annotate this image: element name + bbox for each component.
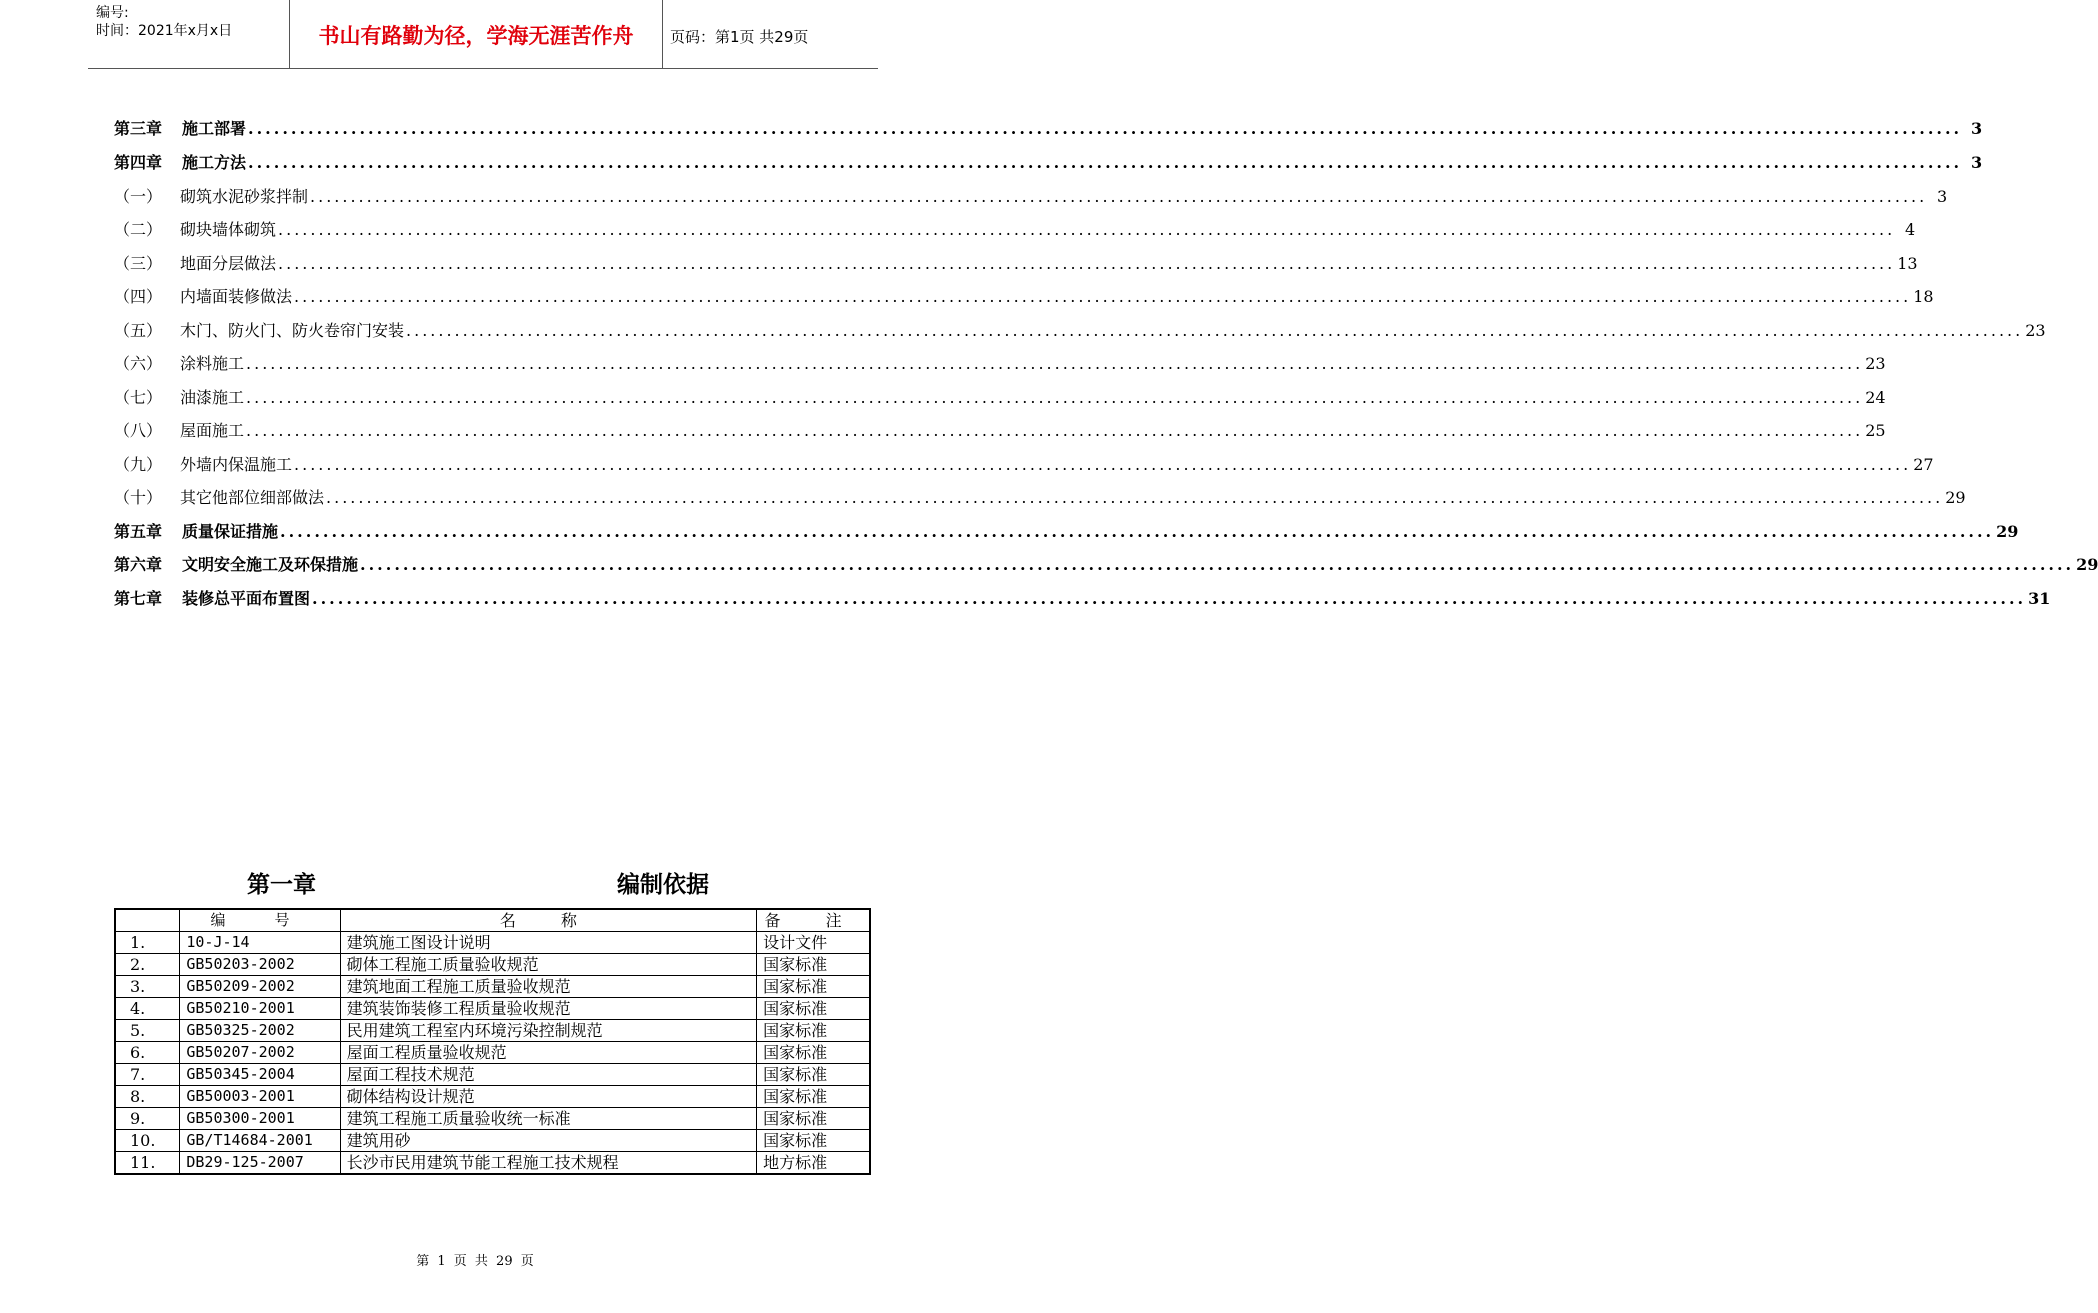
toc-leader-dots: ........................................................................................................................................................................................................ bbox=[406, 321, 2024, 340]
column-header-name: 名 称 bbox=[340, 909, 756, 932]
toc-leader-dots: ........................................................................................................................................................................................................ bbox=[360, 555, 2075, 574]
standard-name: 砌体工程施工质量验收规范 bbox=[340, 954, 756, 976]
table-row bbox=[115, 1086, 870, 1108]
toc-entry-page: 25 bbox=[1865, 421, 1886, 440]
column-header-index bbox=[115, 909, 180, 932]
table-row bbox=[115, 1108, 870, 1130]
toc-entry-title: 施工方法 bbox=[182, 153, 247, 172]
standard-code: 10-J-14 bbox=[180, 932, 340, 954]
standard-name: 砌体结构设计规范 bbox=[340, 1086, 756, 1108]
table-row bbox=[115, 1020, 870, 1042]
row-index: 2. bbox=[115, 954, 180, 976]
toc-entry-label bbox=[114, 487, 324, 509]
toc-leader-dots: ........................................................................................................................................................................................................ bbox=[310, 187, 1928, 206]
toc-entry[interactable] bbox=[114, 452, 1934, 476]
toc-entry[interactable] bbox=[114, 318, 2046, 342]
toc-entry-page: 23 bbox=[1865, 354, 1886, 373]
column-header-code: 编 号 bbox=[180, 909, 340, 932]
standard-remark: 国家标准 bbox=[757, 976, 870, 998]
toc-entry-number: 第六章 bbox=[114, 555, 163, 574]
chapter-number: 第一章 bbox=[247, 872, 316, 898]
toc-leader-dots: ........................................................................................................................................................................................................ bbox=[278, 220, 1896, 239]
toc-leader-dots: ........................................................................................................................................................................................................ bbox=[278, 254, 1896, 273]
column-header-remark: 备 注 bbox=[757, 909, 870, 932]
header-page-info: 页码：第1页 共29页 bbox=[670, 28, 809, 46]
page-header bbox=[88, 0, 878, 69]
toc-entry-page: 23 bbox=[2025, 321, 2046, 340]
toc-leader-dots: ........................................................................................................................................................................................................ bbox=[246, 388, 1864, 407]
toc-entry-number: 第七章 bbox=[114, 589, 163, 608]
row-index: 8. bbox=[115, 1086, 180, 1108]
toc-entry-number: （十） bbox=[114, 488, 163, 507]
toc-entry[interactable] bbox=[114, 586, 2051, 610]
standard-code: DB29-125-2007 bbox=[180, 1152, 340, 1175]
page-footer: 第 1 页 共 29 页 bbox=[416, 1254, 534, 1269]
toc-entry-page: 18 bbox=[1913, 287, 1934, 306]
toc-entry-label bbox=[114, 186, 308, 208]
standard-remark: 国家标准 bbox=[757, 1064, 870, 1086]
table-row bbox=[115, 998, 870, 1020]
toc-leader-dots: ........................................................................................................................................................................................................ bbox=[280, 522, 1995, 541]
standard-remark: 国家标准 bbox=[757, 954, 870, 976]
standard-name: 长沙市民用建筑节能工程施工技术规程 bbox=[340, 1152, 756, 1175]
standard-code: GB50300-2001 bbox=[180, 1108, 340, 1130]
toc-entry-number: 第四章 bbox=[114, 153, 163, 172]
toc-entry-label bbox=[114, 387, 244, 409]
row-index: 4. bbox=[115, 998, 180, 1020]
chapter-title: 编制依据 bbox=[617, 872, 709, 898]
compilation-basis-table bbox=[114, 908, 871, 1175]
toc-leader-dots: ........................................................................................................................................................................................................ bbox=[312, 589, 2027, 608]
standard-name: 民用建筑工程室内环境污染控制规范 bbox=[340, 1020, 756, 1042]
row-index: 7. bbox=[115, 1064, 180, 1086]
toc-entry-page: 4 bbox=[1905, 220, 1916, 239]
standard-code: GB/T14684-2001 bbox=[180, 1130, 340, 1152]
standard-code: GB50003-2001 bbox=[180, 1086, 340, 1108]
toc-entry[interactable] bbox=[114, 150, 1983, 174]
toc-entry[interactable] bbox=[114, 284, 1934, 308]
table-row bbox=[115, 1152, 870, 1175]
row-index: 10. bbox=[115, 1130, 180, 1152]
toc-entry-number: 第五章 bbox=[114, 522, 163, 541]
toc-leader-dots: ........................................................................................................................................................................................................ bbox=[326, 488, 1944, 507]
toc-entry-label bbox=[114, 320, 404, 342]
header-motto: 书山有路勤为径，学海无涯苦作舟 bbox=[318, 23, 634, 48]
toc-entry-page: 29 bbox=[1945, 488, 1966, 507]
table-row bbox=[115, 1064, 870, 1086]
toc-entry-page: 3 bbox=[1970, 153, 1983, 172]
standard-code: GB50207-2002 bbox=[180, 1042, 340, 1064]
standard-remark: 国家标准 bbox=[757, 1108, 870, 1130]
toc-entry-label bbox=[114, 420, 244, 442]
toc-leader-dots: ........................................................................................................................................................................................................ bbox=[294, 287, 1912, 306]
toc-entry-number: 第三章 bbox=[114, 119, 163, 138]
toc-entry-title: 屋面施工 bbox=[180, 421, 245, 440]
standard-remark: 国家标准 bbox=[757, 1130, 870, 1152]
toc-entry-page: 29 bbox=[2076, 555, 2098, 574]
toc-entry-title: 其它他部位细部做法 bbox=[180, 488, 325, 507]
toc-entry[interactable] bbox=[114, 184, 1948, 208]
toc-entry[interactable] bbox=[114, 116, 1983, 140]
toc-entry-label bbox=[114, 253, 276, 275]
header-divider bbox=[662, 0, 663, 68]
row-index: 5. bbox=[115, 1020, 180, 1042]
toc-entry[interactable] bbox=[114, 552, 2098, 576]
standard-remark: 设计文件 bbox=[757, 932, 870, 954]
toc-entry-number: （二） bbox=[114, 220, 163, 239]
standard-code: GB50345-2004 bbox=[180, 1064, 340, 1086]
toc-entry-title: 砌块墙体砌筑 bbox=[180, 220, 277, 239]
toc-entry[interactable] bbox=[114, 251, 1918, 275]
toc-leader-dots: ........................................................................................................................................................................................................ bbox=[248, 153, 1963, 172]
toc-entry-number: （五） bbox=[114, 321, 163, 340]
toc-entry[interactable] bbox=[114, 519, 2019, 543]
toc-entry-page: 27 bbox=[1913, 455, 1934, 474]
toc-entry-title: 文明安全施工及环保措施 bbox=[182, 555, 359, 574]
standard-remark: 国家标准 bbox=[757, 1042, 870, 1064]
toc-entry-page: 3 bbox=[1970, 119, 1983, 138]
toc-entry-label bbox=[114, 554, 358, 576]
standard-name: 建筑装饰装修工程质量验收规范 bbox=[340, 998, 756, 1020]
toc-entry-title: 外墙内保温施工 bbox=[180, 455, 293, 474]
standard-code: GB50210-2001 bbox=[180, 998, 340, 1020]
toc-entry-page: 3 bbox=[1937, 187, 1948, 206]
toc-entry-label bbox=[114, 219, 276, 241]
toc-entry[interactable] bbox=[114, 217, 1916, 241]
toc-entry-number: （七） bbox=[114, 388, 163, 407]
toc-entry-label bbox=[114, 118, 246, 140]
row-index: 11. bbox=[115, 1152, 180, 1175]
toc-entry-page: 29 bbox=[1996, 522, 2019, 541]
toc-entry-title: 施工部署 bbox=[182, 119, 247, 138]
toc-entry-page: 24 bbox=[1865, 388, 1886, 407]
toc-entry-number: （四） bbox=[114, 287, 163, 306]
toc-entry[interactable] bbox=[114, 418, 1886, 442]
row-index: 9. bbox=[115, 1108, 180, 1130]
toc-entry[interactable] bbox=[114, 351, 1886, 375]
row-index: 6. bbox=[115, 1042, 180, 1064]
toc-entry-number: （八） bbox=[114, 421, 163, 440]
toc-entry-page: 13 bbox=[1897, 254, 1918, 273]
table-row bbox=[115, 932, 870, 954]
row-index: 1. bbox=[115, 932, 180, 954]
toc-entry-label bbox=[114, 286, 292, 308]
toc-entry-title: 砌筑水泥砂浆拌制 bbox=[180, 187, 309, 206]
toc-entry-number: （一） bbox=[114, 187, 163, 206]
standard-remark: 国家标准 bbox=[757, 1086, 870, 1108]
table-header-row bbox=[115, 909, 870, 932]
toc-entry-title: 内墙面装修做法 bbox=[180, 287, 293, 306]
toc-entry[interactable] bbox=[114, 485, 1966, 509]
standard-code: GB50209-2002 bbox=[180, 976, 340, 998]
standard-remark: 国家标准 bbox=[757, 998, 870, 1020]
toc-entry-number: （三） bbox=[114, 254, 163, 273]
toc-entry-label bbox=[114, 152, 246, 174]
toc-leader-dots: ........................................................................................................................................................................................................ bbox=[294, 455, 1912, 474]
toc-entry[interactable] bbox=[114, 385, 1886, 409]
toc-entry-title: 油漆施工 bbox=[180, 388, 245, 407]
toc-entry-title: 涂料施工 bbox=[180, 354, 245, 373]
toc-entry-title: 质量保证措施 bbox=[182, 522, 279, 541]
table-row bbox=[115, 1042, 870, 1064]
toc-entry-label bbox=[114, 521, 278, 543]
standard-name: 建筑工程施工质量验收统一标准 bbox=[340, 1108, 756, 1130]
toc-entry-page: 31 bbox=[2028, 589, 2051, 608]
standard-name: 屋面工程质量验收规范 bbox=[340, 1042, 756, 1064]
standard-code: GB50203-2002 bbox=[180, 954, 340, 976]
standard-name: 屋面工程技术规范 bbox=[340, 1064, 756, 1086]
table-row bbox=[115, 976, 870, 998]
toc-entry-label bbox=[114, 353, 244, 375]
toc-leader-dots: ........................................................................................................................................................................................................ bbox=[246, 421, 1864, 440]
toc-entry-label bbox=[114, 588, 310, 610]
document-date: 时间：2021年x月x日 bbox=[96, 23, 233, 39]
table-row bbox=[115, 954, 870, 976]
toc-entry-number: （九） bbox=[114, 455, 163, 474]
toc-entry-label bbox=[114, 454, 292, 476]
standard-name: 建筑地面工程施工质量验收规范 bbox=[340, 976, 756, 998]
toc-entry-title: 地面分层做法 bbox=[180, 254, 277, 273]
table-row bbox=[115, 1130, 870, 1152]
toc-entry-number: （六） bbox=[114, 354, 163, 373]
standard-name: 建筑用砂 bbox=[340, 1130, 756, 1152]
toc-entry-title: 木门、防火门、防火卷帘门安装 bbox=[180, 321, 405, 340]
toc-leader-dots: ........................................................................................................................................................................................................ bbox=[246, 354, 1864, 373]
row-index: 3. bbox=[115, 976, 180, 998]
standard-name: 建筑施工图设计说明 bbox=[340, 932, 756, 954]
standard-code: GB50325-2002 bbox=[180, 1020, 340, 1042]
toc-leader-dots: ........................................................................................................................................................................................................ bbox=[248, 119, 1963, 138]
document-number-label: 编号: bbox=[96, 5, 129, 21]
standard-remark: 国家标准 bbox=[757, 1020, 870, 1042]
toc-entry-title: 装修总平面布置图 bbox=[182, 589, 311, 608]
standard-remark: 地方标准 bbox=[757, 1152, 870, 1175]
